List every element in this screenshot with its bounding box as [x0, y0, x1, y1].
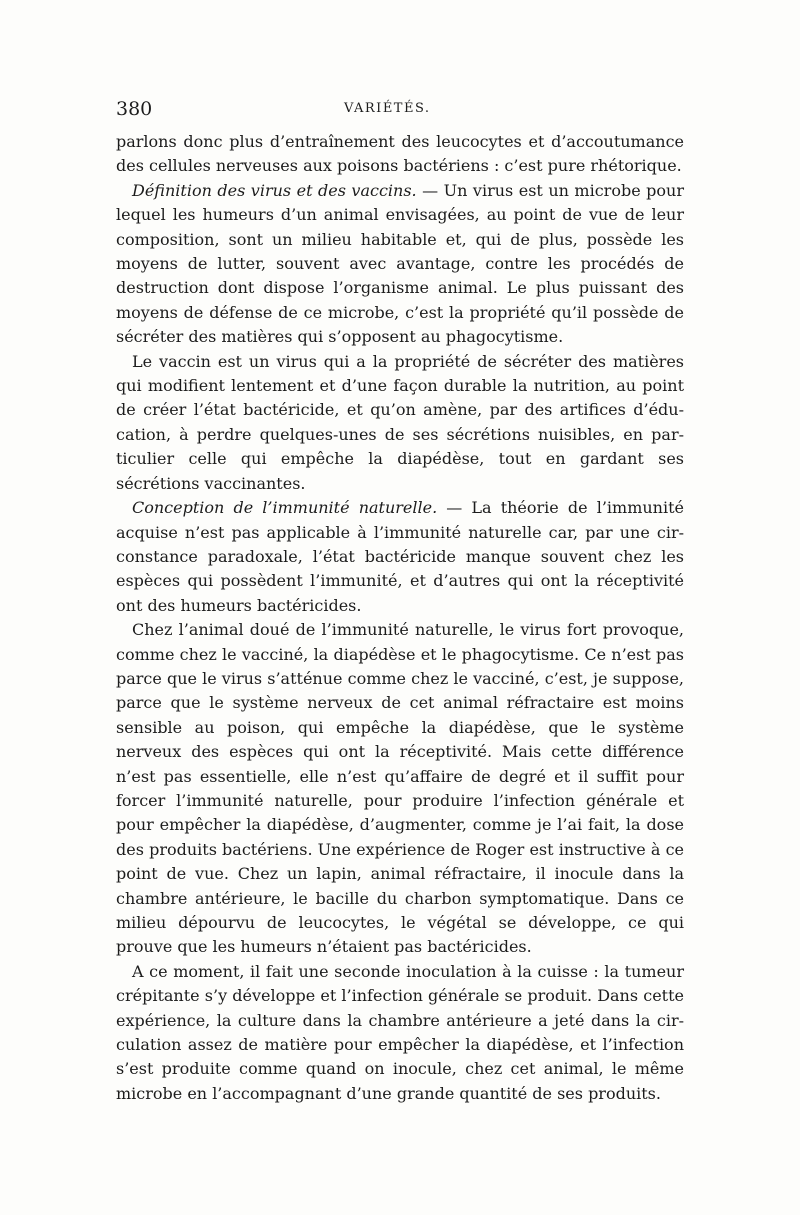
paragraph-text: Le vaccin est un virus qui a la propriété de sécréter des matières qui modifient lentement et d’une façon durable la nutrition, au point de créer l’état bactéricide, et qu’on amène, par des artifices d’éducation, à perdre quelques-unes de ses sécrétions nuisibles, en particulier celle qui empêche la diapédèse, tout en gardant ses sécrétions vaccinantes.: [116, 351, 684, 493]
paragraph-text: parlons donc plus d’entraînement des leucocytes et d’accoutumance des cellules nerveuses aux poisons bactériens : c’est pure rhétorique.: [116, 132, 684, 176]
section-heading-virus-vaccins: Définition des virus et des vaccins.: [132, 180, 417, 200]
paragraph-4: [116, 496, 684, 618]
paragraph-5: [116, 618, 684, 960]
section-heading-immunite-naturelle: Conception de l’immunité naturelle.: [132, 498, 438, 518]
paragraph-3: [116, 350, 684, 496]
paragraph-6: [116, 960, 684, 1106]
paragraph-text: A ce moment, il fait une seconde inoculation à la cuisse : la tumeur crépitante s’y développe et l’infection générale se produit. Dans cette expérience, la culture dans la chambre antérieure a jeté dans la circulation assez de matière pour empêcher la diapédèse, et l’infection s’est produite comme quand on inocule, chez cet animal, le même microbe en l’accompagnant d’une grande quantité de ses produits.: [116, 961, 684, 1103]
running-head: VARIÉTÉS.: [344, 101, 431, 116]
page-number: 380: [116, 98, 153, 120]
paragraph-1: [116, 130, 684, 179]
page: [116, 98, 684, 1106]
paragraph-text: Chez l’animal doué de l’immunité naturelle, le virus fort provoque, comme chez le vacciné, la diapédèse et le phagocytisme. Ce n’est pas parce que le virus s’atténue comme chez le vacciné, c’est, je suppose, parce que le système nerveux de cet animal réfractaire est moins sensible au poison, qui empêche la diapédèse, que le système nerveux des espèces qui ont la réceptivité. Mais cette différence n’est pas essentielle, elle n’est qu’affaire de degré et il suffit pour forcer l’immunité naturelle, pour produire l’infection générale et pour empêcher la diapédèse, d’augmenter, comme je l’ai fait, la dose des produits bactériens. Une expérience de Roger est instructive à ce point de vue. Chez un lapin, animal réfractaire, il inocule dans la chambre antérieure, le bacille du charbon symptomatique. Dans ce milieu dépourvu de leucocytes, le végétal se développe, ce qui prouve que les humeurs n’étaient pas bactéricides.: [116, 620, 684, 957]
page-header: [116, 98, 684, 124]
paragraph-2: [116, 179, 684, 350]
paragraph-text: — Un virus est un microbe pour lequel les humeurs d’un animal envisagées, au point de vue de leur composition, sont un milieu habitable et, qui de plus, possède les moyens de lutter, souvent avec avantage, contre les procédés de destruction dont dispose l’organisme animal. Le plus puissant des moyens de défense de ce microbe, c’est la propriété qu’il possède de sécréter des matières qui s’opposent au phagocytisme.: [116, 180, 685, 347]
paragraph-text: — La théorie de l’immunité acquise n’est pas applicable à l’immunité naturelle car, par une circonstance paradoxale, l’état bactéricide manque souvent chez les espèces qui possèdent l’immunité, et d’autres qui ont la réceptivité ont des humeurs bactéricides.: [116, 498, 684, 615]
